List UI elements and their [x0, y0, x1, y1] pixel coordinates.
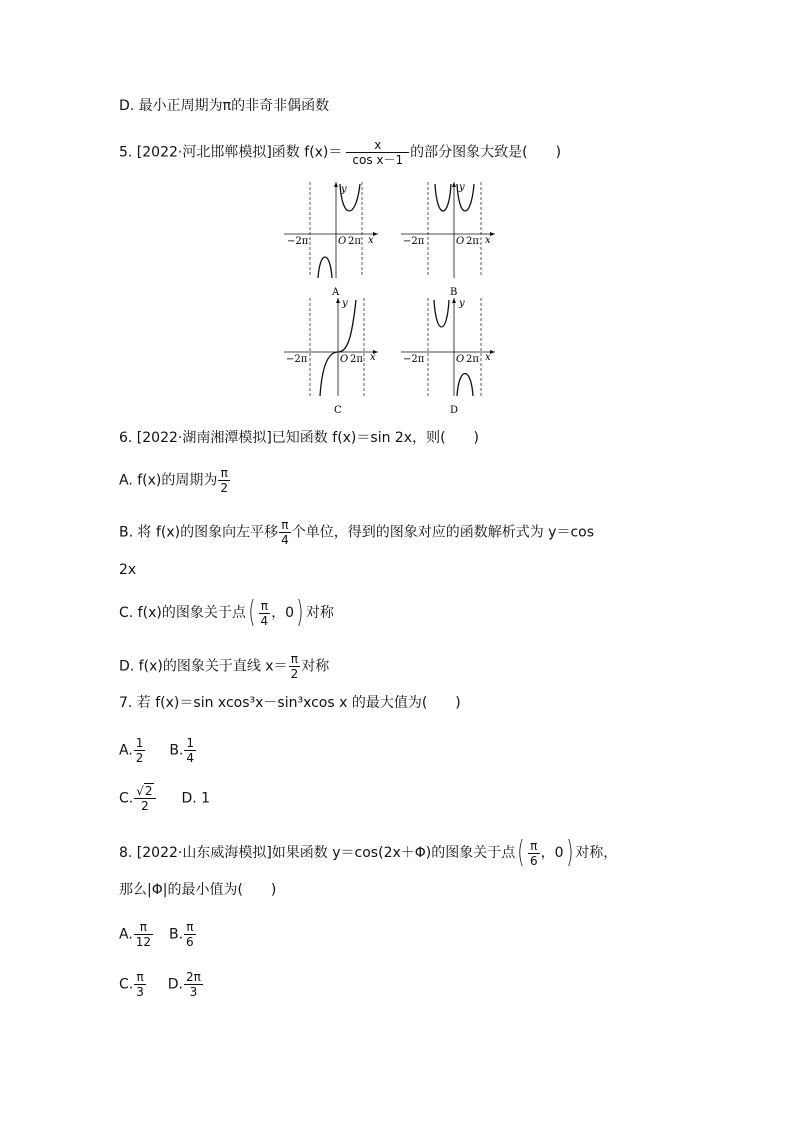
q6-c-prefix: C. f(x)的图象关于点	[119, 605, 246, 621]
q7-b-label: B.	[169, 742, 184, 759]
q6-c-suffix: 对称	[305, 605, 334, 621]
q8-d-num: 2π	[186, 970, 201, 984]
q8-a-fraction	[134, 920, 153, 949]
q5-prefix: 5. [2022·河北邯郸模拟]函数 f(x)＝	[119, 144, 343, 161]
q6-option-b-cont: 2x	[119, 562, 137, 578]
q8-c-fraction	[134, 970, 146, 999]
q5-fraction	[346, 138, 409, 167]
q6-b-suffix: 个单位，得到的图象对应的函数解析式为 y＝cos	[291, 524, 595, 541]
q7-a-num: 1	[135, 736, 144, 750]
q6-option-d	[119, 652, 329, 681]
q8-b-label: B.	[168, 926, 184, 943]
graph-b-neg-label: −2π	[403, 236, 425, 247]
q7-a-fraction	[134, 736, 146, 765]
graph-a-letter: A	[332, 287, 340, 298]
graph-c-x-axis: x	[370, 352, 376, 363]
q6-c-den: 4	[260, 613, 269, 628]
graph-d-neg-label: −2π	[403, 354, 425, 365]
q5-frac-den: cos x－1	[346, 152, 409, 167]
q7-stem: 7. 若 f(x)＝sin xcos³x－sin³xcos x 的最大值为( )	[119, 695, 461, 711]
q8-b-fraction	[184, 920, 196, 949]
q6-c-fraction	[259, 599, 271, 628]
q6-option-a	[119, 466, 231, 495]
q8-stem-cont: 那么|Φ|的最小值为( )	[119, 882, 277, 898]
q6-c-num: π	[260, 598, 268, 613]
q7-b-num: 1	[186, 736, 195, 750]
q6-c-mid: ，0	[271, 605, 295, 621]
graph-d-origin: O	[456, 354, 465, 365]
right-paren: )	[565, 835, 573, 870]
q6-b-den: 4	[281, 533, 289, 547]
graph-b	[401, 180, 511, 300]
graph-d-pos-label: 2π	[466, 354, 479, 365]
q6-d-fraction	[289, 652, 301, 681]
q7-a-den: 2	[135, 751, 144, 765]
q8-fraction	[528, 839, 540, 868]
q8-c-num: π	[136, 970, 144, 984]
q7-b-fraction	[184, 736, 196, 765]
graph-d-x-axis: x	[485, 352, 491, 363]
q8-b-num: π	[186, 920, 194, 934]
graph-c	[284, 296, 394, 416]
q8-c-label: C.	[119, 976, 134, 993]
graph-d-letter: D	[450, 405, 459, 416]
q6-d-suffix: 对称	[301, 658, 330, 675]
q7-c-den: 2	[134, 798, 155, 813]
graph-a-pos-label: 2π	[348, 236, 361, 247]
sqrt-icon: √	[136, 784, 144, 798]
q8-mid: ，0	[540, 845, 564, 861]
q8-den: 6	[529, 853, 538, 868]
q7-b-den: 4	[186, 751, 195, 765]
q8-c-den: 3	[136, 985, 144, 999]
q6-option-c	[119, 595, 334, 630]
q8-d-fraction	[184, 970, 203, 999]
q8-options-cd	[119, 970, 204, 999]
q7-options-ab	[119, 736, 197, 765]
q6-b-prefix: B. 将 f(x)的图象向左平移	[119, 524, 279, 541]
q5-frac-num: x	[374, 138, 382, 152]
q7-c-label: C.	[119, 790, 134, 807]
q6-b-num: π	[281, 518, 289, 532]
q7-d-label: D. 1	[181, 790, 211, 807]
q8-d-label: D.	[167, 976, 184, 993]
graph-c-y-axis: y	[342, 298, 348, 309]
right-paren: )	[296, 595, 304, 630]
q6-d-num: π	[290, 652, 298, 666]
q7-c-fraction	[134, 784, 155, 813]
graph-a-y-axis: y	[341, 184, 347, 195]
graph-a-x-axis: x	[368, 235, 374, 246]
graph-a-neg-label: −2π	[287, 236, 309, 247]
q6-option-b	[119, 518, 594, 547]
q8-b-den: 6	[186, 935, 194, 949]
q4-option-d: D. 最小正周期为π的非奇非偶函数	[119, 98, 330, 114]
graph-b-x-axis: x	[485, 235, 491, 246]
q8-d-den: 3	[184, 984, 203, 999]
q7-c-num: 2	[144, 784, 153, 798]
q6-b-fraction	[279, 518, 291, 547]
q8-a-num: π	[139, 920, 148, 934]
q6-d-prefix: D. f(x)的图象关于直线 x＝	[119, 658, 288, 675]
q6-a-prefix: A. f(x)的周期为	[119, 472, 218, 489]
q8-options-ab	[119, 920, 197, 949]
q8-a-label: A.	[119, 926, 133, 943]
graph-c-neg-label: −2π	[286, 354, 308, 365]
left-paren: (	[248, 595, 256, 630]
q8-num: π	[530, 838, 538, 853]
q7-options-cd	[119, 784, 210, 813]
graph-b-origin: O	[456, 236, 465, 247]
graph-b-y-axis: y	[459, 182, 465, 193]
graph-a-origin: O	[338, 236, 347, 247]
graph-c-origin: O	[340, 354, 349, 365]
q7-a-label: A.	[119, 742, 133, 759]
q5-stem	[119, 138, 561, 167]
graph-a	[284, 180, 394, 300]
graph-c-pos-label: 2π	[350, 354, 363, 365]
q8-prefix: 8. [2022·山东威海模拟]如果函数 y＝cos(2x＋Φ)的图象关于点	[119, 845, 516, 861]
q8-a-den: 12	[135, 935, 152, 949]
q6-a-den: 2	[220, 481, 229, 495]
q5-suffix: 的部分图象大致是( )	[410, 144, 562, 161]
graph-b-letter: B	[450, 287, 458, 298]
q6-d-den: 2	[290, 667, 299, 681]
graph-d-y-axis: y	[459, 298, 465, 309]
graph-c-letter: C	[334, 405, 342, 416]
q8-stem	[119, 835, 618, 870]
q6-stem: 6. [2022·湖南湘潭模拟]已知函数 f(x)＝sin 2x，则( )	[119, 430, 480, 446]
q6-a-fraction	[218, 466, 230, 495]
q6-a-num: π	[220, 466, 228, 480]
graph-b-pos-label: 2π	[466, 236, 479, 247]
graph-d	[401, 296, 511, 416]
q8-suffix: 对称，	[575, 845, 618, 861]
left-paren: (	[517, 835, 525, 870]
